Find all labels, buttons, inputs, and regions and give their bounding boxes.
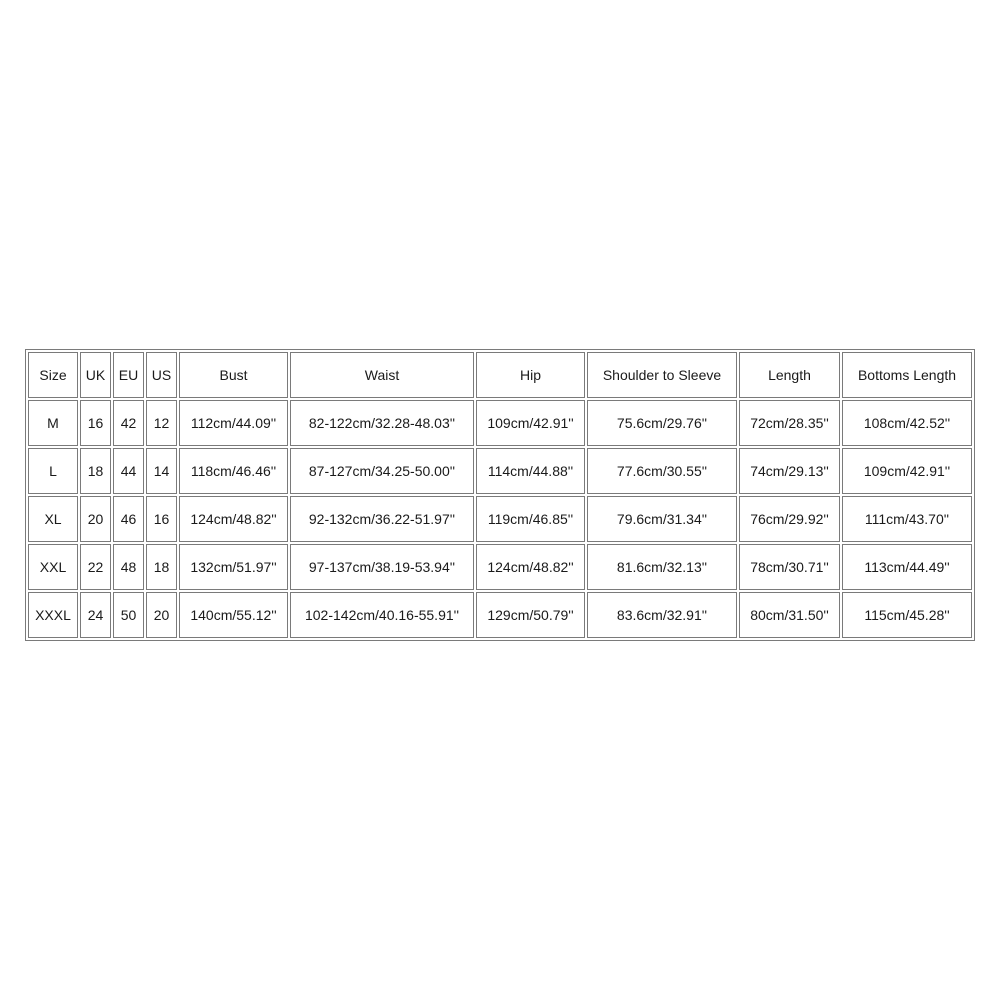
cell-bottoms-length: 108cm/42.52'': [842, 400, 972, 446]
header-uk: UK: [80, 352, 111, 398]
cell-us: 12: [146, 400, 177, 446]
cell-size: M: [28, 400, 78, 446]
cell-eu: 42: [113, 400, 144, 446]
cell-size: XL: [28, 496, 78, 542]
header-hip: Hip: [476, 352, 585, 398]
cell-bottoms-length: 115cm/45.28'': [842, 592, 972, 638]
cell-uk: 18: [80, 448, 111, 494]
table-row: [28, 496, 972, 542]
cell-length: 74cm/29.13'': [739, 448, 840, 494]
cell-eu: 48: [113, 544, 144, 590]
cell-waist: 102-142cm/40.16-55.91'': [290, 592, 474, 638]
header-shoulder-to-sleeve: Shoulder to Sleeve: [587, 352, 737, 398]
cell-size: XXXL: [28, 592, 78, 638]
header-eu: EU: [113, 352, 144, 398]
cell-hip: 129cm/50.79'': [476, 592, 585, 638]
header-waist: Waist: [290, 352, 474, 398]
cell-length: 72cm/28.35'': [739, 400, 840, 446]
cell-eu: 44: [113, 448, 144, 494]
cell-shoulder-to-sleeve: 77.6cm/30.55'': [587, 448, 737, 494]
cell-waist: 82-122cm/32.28-48.03'': [290, 400, 474, 446]
cell-bottoms-length: 109cm/42.91'': [842, 448, 972, 494]
cell-length: 80cm/31.50'': [739, 592, 840, 638]
cell-hip: 119cm/46.85'': [476, 496, 585, 542]
cell-bust: 112cm/44.09'': [179, 400, 288, 446]
cell-bottoms-length: 111cm/43.70'': [842, 496, 972, 542]
cell-shoulder-to-sleeve: 79.6cm/31.34'': [587, 496, 737, 542]
cell-us: 20: [146, 592, 177, 638]
cell-size: XXL: [28, 544, 78, 590]
cell-eu: 50: [113, 592, 144, 638]
cell-hip: 109cm/42.91'': [476, 400, 585, 446]
table-row: [28, 400, 972, 446]
cell-uk: 22: [80, 544, 111, 590]
cell-shoulder-to-sleeve: 75.6cm/29.76'': [587, 400, 737, 446]
cell-bust: 124cm/48.82'': [179, 496, 288, 542]
header-bottoms-length: Bottoms Length: [842, 352, 972, 398]
cell-uk: 16: [80, 400, 111, 446]
cell-us: 18: [146, 544, 177, 590]
cell-us: 14: [146, 448, 177, 494]
cell-bottoms-length: 113cm/44.49'': [842, 544, 972, 590]
cell-us: 16: [146, 496, 177, 542]
cell-length: 78cm/30.71'': [739, 544, 840, 590]
cell-waist: 97-137cm/38.19-53.94'': [290, 544, 474, 590]
cell-hip: 114cm/44.88'': [476, 448, 585, 494]
cell-waist: 87-127cm/34.25-50.00'': [290, 448, 474, 494]
header-size: Size: [28, 352, 78, 398]
table-row: [28, 592, 972, 638]
cell-uk: 20: [80, 496, 111, 542]
table-row: [28, 544, 972, 590]
cell-uk: 24: [80, 592, 111, 638]
table-row: [28, 448, 972, 494]
cell-hip: 124cm/48.82'': [476, 544, 585, 590]
cell-shoulder-to-sleeve: 83.6cm/32.91'': [587, 592, 737, 638]
table-header-row: [28, 352, 972, 398]
cell-bust: 118cm/46.46'': [179, 448, 288, 494]
cell-bust: 140cm/55.12'': [179, 592, 288, 638]
cell-waist: 92-132cm/36.22-51.97'': [290, 496, 474, 542]
cell-bust: 132cm/51.97'': [179, 544, 288, 590]
size-chart-table: [25, 349, 975, 641]
cell-eu: 46: [113, 496, 144, 542]
header-us: US: [146, 352, 177, 398]
header-length: Length: [739, 352, 840, 398]
cell-length: 76cm/29.92'': [739, 496, 840, 542]
header-bust: Bust: [179, 352, 288, 398]
cell-size: L: [28, 448, 78, 494]
cell-shoulder-to-sleeve: 81.6cm/32.13'': [587, 544, 737, 590]
